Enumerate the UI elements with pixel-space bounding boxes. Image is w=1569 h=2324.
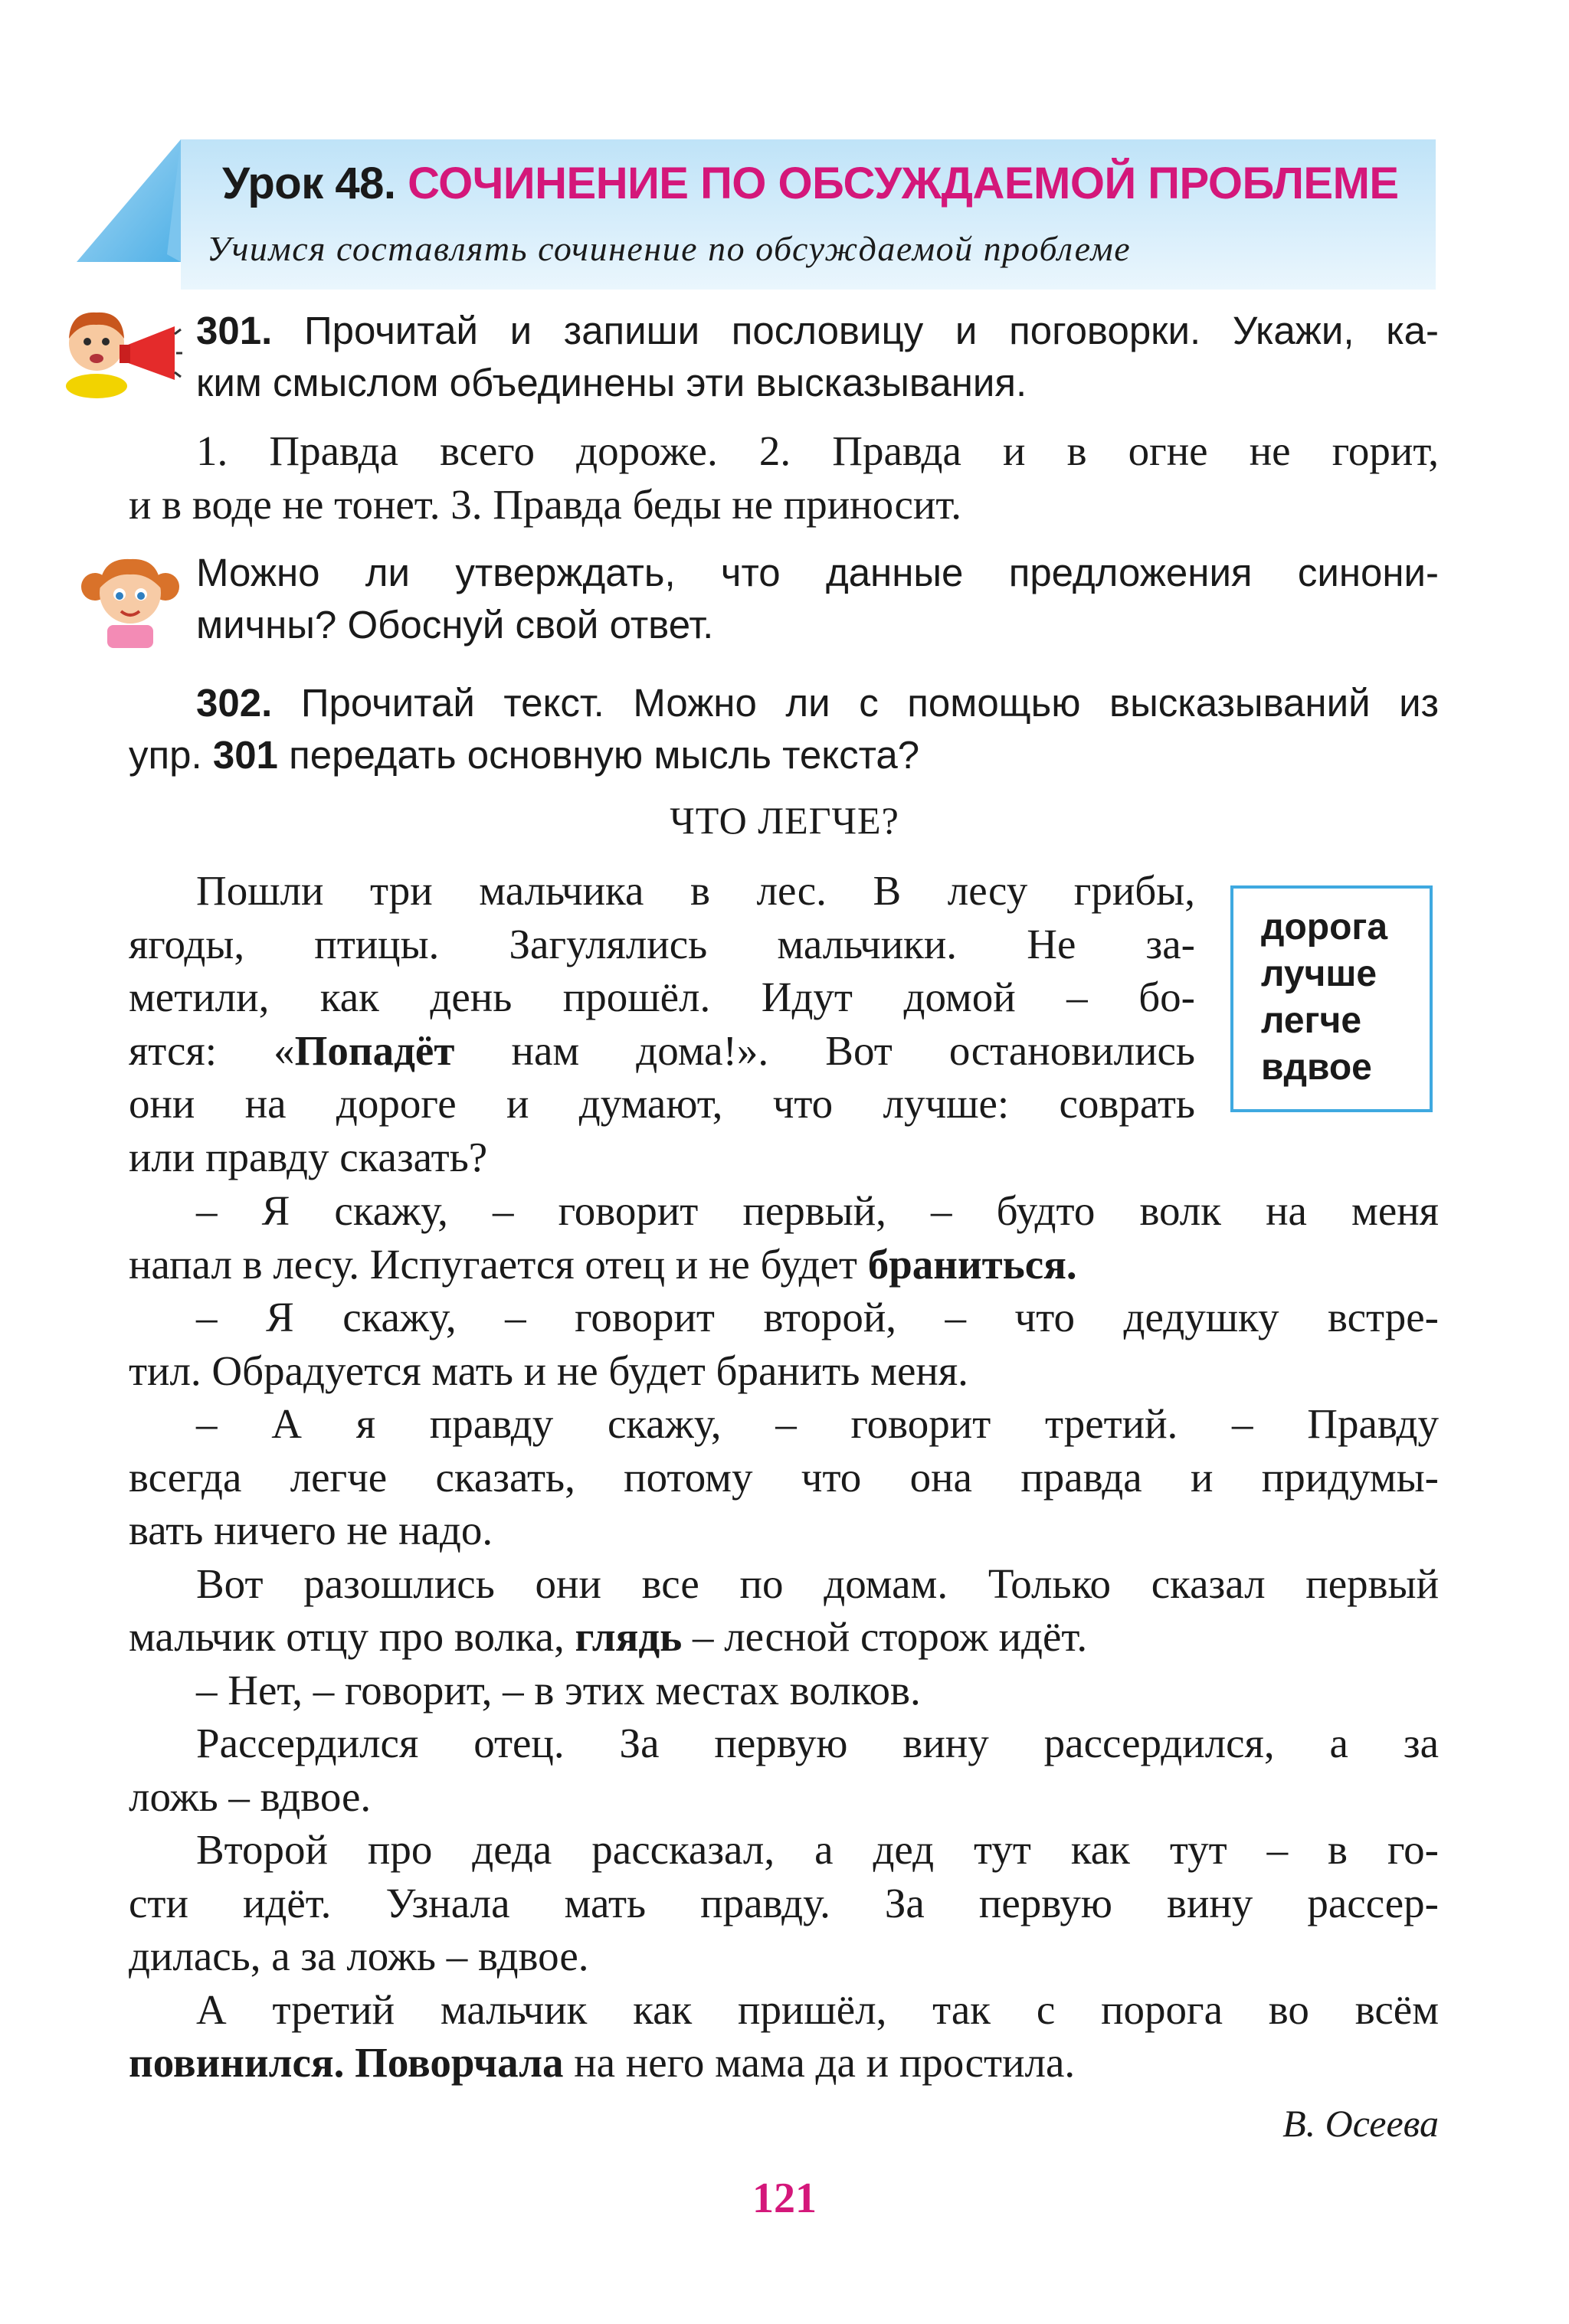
story-line: тил. Обрадуется мать и не будет бранить меня.	[129, 1347, 968, 1394]
story-line: ягоды, птицы. Загулялись мальчики. Не за-	[129, 920, 1195, 967]
story-line: ложь – вдвое.	[129, 1772, 372, 1820]
ex301-number: 301.	[196, 309, 273, 352]
proverbs-line2: и в воде не тонет. 3. Правда беды не приносит.	[129, 480, 961, 528]
lesson-name: СОЧИНЕНИЕ ПО ОБСУЖДАЕМОЙ ПРОБЛЕМЕ	[408, 159, 1399, 208]
story-body	[129, 1184, 1439, 2090]
story-line: – Я скажу, – говорит второй, – что дедушку встре-	[196, 1294, 1439, 1340]
story-line: или правду сказать?	[129, 1133, 488, 1180]
story-line: метили, как день прошёл. Идут домой – бо-	[129, 974, 1195, 1020]
story-line: Вот разошлись они все по домам. Только сказал первый	[196, 1560, 1439, 1607]
story-line: Рассердился отец. За первую вину рассердился, а за	[196, 1720, 1439, 1766]
girl-icon	[77, 550, 184, 653]
lesson-title	[222, 158, 1399, 209]
ex302-number: 302.	[196, 681, 273, 725]
ex301-question	[196, 547, 1439, 651]
proverbs-line1: 1. Правда всего дороже. 2. Правда и в огне не горит,	[196, 427, 1439, 474]
story-line: повинился. Поворчала на него мама да и простила.	[129, 2039, 1076, 2086]
ex301-task-line1: 301. Прочитай и запиши пословицу и поговорки. Укажи, ка-	[196, 309, 1439, 352]
story-line: вать ничего не надо.	[129, 1507, 493, 1553]
story-line: – Я скажу, – говорит первый, – будто волк на меня	[196, 1187, 1439, 1234]
story-line: – Нет, – говорит, – в этих местах волков.	[196, 1666, 921, 1714]
exercise-301-task	[196, 305, 1439, 409]
vocab-word: лучше	[1261, 954, 1377, 994]
story-line: напал в лесу. Испугается отец и не будет браниться.	[129, 1240, 1077, 1288]
story-line: А третий мальчик как пришёл, так с порога во всём	[196, 1985, 1439, 2033]
vocab-word: вдвое	[1261, 1047, 1372, 1088]
vocabulary-box	[1230, 885, 1433, 1112]
story-line: мальчик отцу про волка, глядь – лесной сторож идёт.	[129, 1613, 1088, 1660]
story-line: – А я правду скажу, – говорит третий. – Правду	[196, 1400, 1439, 1447]
boy-megaphone-icon	[60, 303, 182, 407]
lesson-subtitle: Учимся составлять сочинение по обсуждаемой проблеме	[207, 229, 1132, 268]
ex301-task-line2: ким смыслом объединены эти высказывания.	[196, 361, 1027, 404]
story-line: они на дороге и думают, что лучше: соврать	[129, 1080, 1195, 1127]
exercise-302-task	[129, 677, 1439, 781]
vocab-word: легче	[1261, 1000, 1362, 1041]
story-line: сти идёт. Узнала мать правду. За первую вину рассер-	[129, 1879, 1439, 1926]
question-line2: мичны? Обоснуй свой ответ.	[196, 603, 714, 646]
ex302-task-line2: упр. 301 передать основную мысль текста?	[129, 733, 920, 777]
story-paragraph-1	[129, 864, 1195, 1183]
story-line: Пошли три мальчика в лес. В лесу грибы,	[196, 867, 1195, 914]
lesson-number: Урок 48.	[222, 159, 396, 208]
vocab-word: дорога	[1261, 907, 1388, 948]
question-line1: Можно ли утверждать, что данные предложения синони-	[196, 551, 1439, 594]
story-line: всегда легче сказать, потому что она правда и придумы-	[129, 1453, 1439, 1501]
ex301-proverbs	[129, 424, 1439, 531]
story-title: ЧТО ЛЕГЧЕ?	[670, 799, 899, 842]
ex302-task-line1: 302. Прочитай текст. Можно ли с помощью высказываний из	[196, 681, 1439, 725]
story-line: ятся: «Попадёт нам дома!». Вот остановились	[129, 1026, 1196, 1074]
story-author: В. Осеева	[1282, 2102, 1439, 2145]
story-line: Второй про деда рассказал, а дед тут как тут – в го-	[196, 1826, 1439, 1873]
page-number: 121	[752, 2175, 817, 2222]
story-line: дилась, а за ложь – вдвое.	[129, 1933, 589, 1979]
